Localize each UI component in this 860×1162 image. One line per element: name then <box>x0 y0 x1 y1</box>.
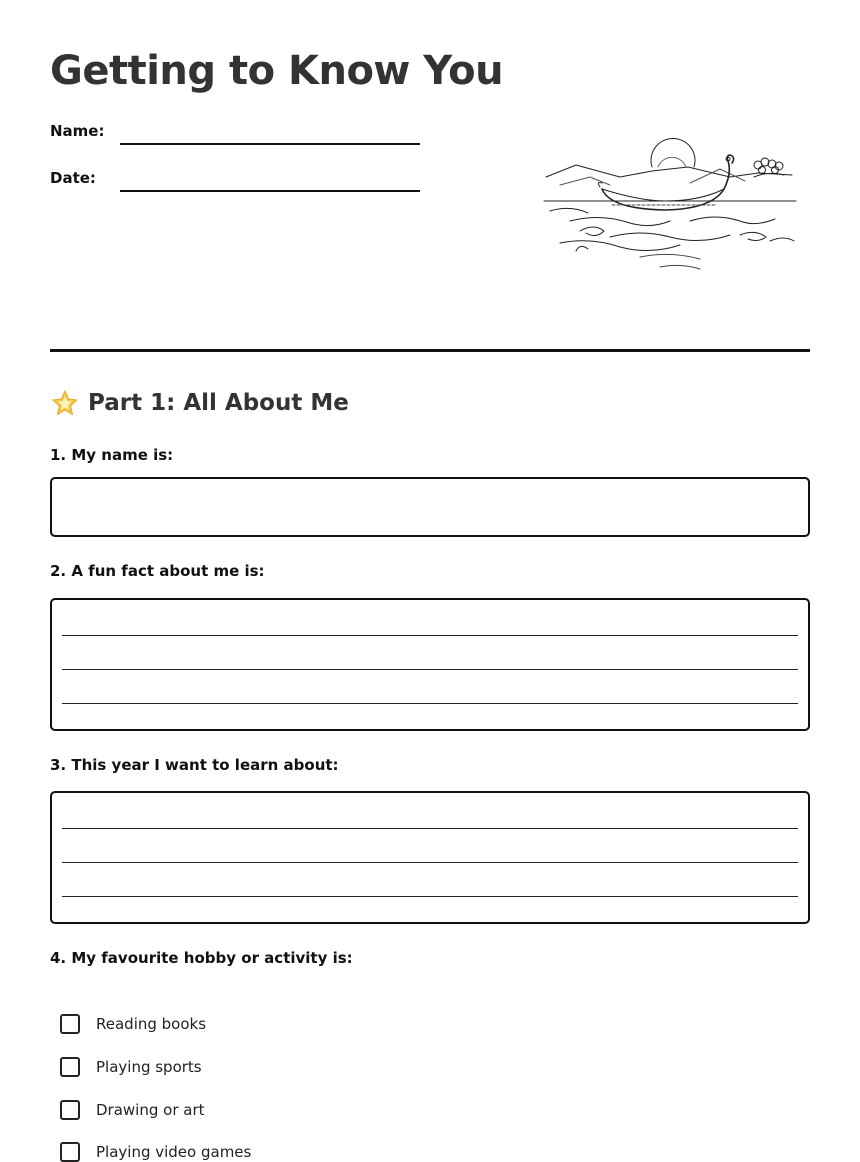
writing-line <box>62 896 798 897</box>
option-label: Playing sports <box>96 1058 202 1076</box>
writing-line <box>62 828 798 829</box>
question-2-label: 2. A fun fact about me is: <box>50 562 265 580</box>
checkbox[interactable] <box>60 1100 80 1120</box>
question-4-label: 4. My favourite hobby or activity is: <box>50 949 353 967</box>
question-1-label: 1. My name is: <box>50 446 174 464</box>
option-label: Playing video games <box>96 1143 252 1161</box>
date-field[interactable] <box>120 190 420 192</box>
section-title: Part 1: All About Me <box>88 390 349 416</box>
page-title: Getting to Know You <box>50 48 504 94</box>
hobby-option <box>60 1014 206 1034</box>
hobby-option <box>60 1142 251 1162</box>
option-label: Drawing or art <box>96 1101 205 1119</box>
question-3-label: 3. This year I want to learn about: <box>50 756 339 774</box>
checkbox[interactable] <box>60 1057 80 1077</box>
question-2-answer-box[interactable] <box>50 598 810 731</box>
viking-ship-sunset-illustration <box>540 125 800 280</box>
name-field[interactable] <box>120 143 420 145</box>
writing-line <box>62 703 798 704</box>
section-divider <box>50 349 810 352</box>
hobby-option <box>60 1100 205 1120</box>
section-heading-part1 <box>50 388 349 418</box>
question-3-answer-box[interactable] <box>50 791 810 924</box>
name-label: Name: <box>50 122 105 140</box>
writing-line <box>62 862 798 863</box>
option-label: Reading books <box>96 1015 207 1033</box>
writing-line <box>62 635 798 636</box>
hobby-option <box>60 1057 202 1077</box>
checkbox[interactable] <box>60 1014 80 1034</box>
star-icon <box>50 388 80 418</box>
question-1-answer-box[interactable] <box>50 477 810 537</box>
checkbox[interactable] <box>60 1142 80 1162</box>
date-label: Date: <box>50 169 96 187</box>
writing-line <box>62 669 798 670</box>
